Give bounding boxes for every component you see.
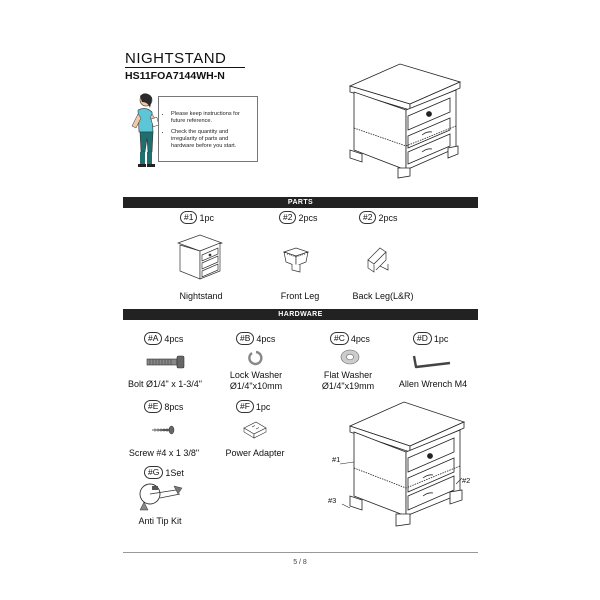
hardware-c-quantity [330, 332, 370, 345]
part-qty: 1pc [199, 212, 214, 223]
hardware-b-quantity [236, 332, 275, 345]
hardware-g-quantity [144, 466, 184, 479]
hardware-id: #G [144, 466, 163, 479]
screw-icon [150, 425, 176, 435]
callout-3: #3 [328, 496, 337, 505]
woman-reading-illustration [126, 92, 160, 170]
part-id: #1 [180, 211, 197, 224]
hardware-b-name: Lock Washer [229, 370, 283, 380]
hardware-b-spec: Ø1/4"x10mm [229, 381, 283, 391]
hardware-qty: 1pc [433, 333, 449, 344]
hardware-d-name: Allen Wrench M4 [398, 379, 468, 389]
part-qty: 2pcs [378, 212, 398, 223]
hardware-id: #E [144, 400, 162, 413]
page-title: NIGHTSTAND [125, 50, 227, 67]
title-underline [125, 67, 245, 68]
hardware-a-name: Bolt Ø1/4" x 1-3/4" [128, 379, 202, 389]
hardware-qty: 1Set [165, 467, 184, 478]
parts-section-bar: PARTS [123, 197, 478, 208]
hardware-section-bar: HARDWARE [123, 309, 478, 320]
allen-wrench-icon [412, 354, 452, 370]
instructions-note [158, 96, 258, 162]
part-2-front-leg-icon [282, 246, 310, 274]
part-3-back-leg-icon [364, 244, 392, 274]
hardware-id: #A [144, 332, 162, 345]
hardware-qty: 4pcs [350, 333, 370, 344]
hardware-qty: 4pcs [164, 333, 184, 344]
hardware-qty: 8pcs [164, 401, 184, 412]
footer-rule [123, 552, 478, 553]
hardware-f-quantity [236, 400, 270, 413]
part-1-nightstand-icon [176, 233, 224, 283]
hardware-e-quantity [144, 400, 183, 413]
hardware-f-name: Power Adapter [225, 448, 285, 458]
hardware-d-quantity [413, 332, 448, 345]
callout-2: #2 [462, 476, 471, 485]
assembly-diagram [338, 392, 471, 534]
power-adapter-icon [242, 420, 268, 440]
anti-tip-kit-icon [136, 480, 186, 512]
hardware-id: #C [330, 332, 349, 345]
hardware-qty: 4pcs [256, 333, 276, 344]
hardware-qty: 1pc [255, 401, 271, 412]
page-number: 5 / 8 [293, 559, 307, 566]
hardware-id: #D [413, 332, 432, 345]
part-3-quantity [359, 211, 397, 224]
part-2-quantity [279, 211, 317, 224]
hardware-id: #B [236, 332, 254, 345]
part-3-name: Back Leg(L&R) [352, 291, 414, 301]
hardware-g-name: Anti Tip Kit [138, 516, 182, 526]
bolt-icon [147, 356, 185, 368]
part-1-quantity [180, 211, 214, 224]
part-qty: 2pcs [298, 212, 318, 223]
hardware-a-quantity [144, 332, 183, 345]
lock-washer-icon [247, 350, 263, 366]
note-item: • Check the quantity and irregularity of parts and hardware before you start. [171, 129, 253, 150]
callout-1: #1 [332, 455, 341, 464]
model-number: HS11FOA7144WH-N [125, 70, 225, 82]
part-id: #2 [359, 211, 376, 224]
part-2-name: Front Leg [280, 291, 320, 301]
part-1-name: Nightstand [179, 291, 223, 301]
hardware-id: #F [236, 400, 254, 413]
part-id: #2 [279, 211, 296, 224]
note-item: • Please keep instructions for future reference. [171, 111, 253, 125]
hardware-c-spec: Ø1/4"x19mm [321, 381, 375, 391]
flat-washer-icon [340, 348, 360, 366]
nightstand-illustration [340, 58, 462, 180]
hardware-c-name: Flat Washer [323, 370, 373, 380]
hardware-e-name: Screw #4 x 1 3/8" [128, 448, 200, 458]
